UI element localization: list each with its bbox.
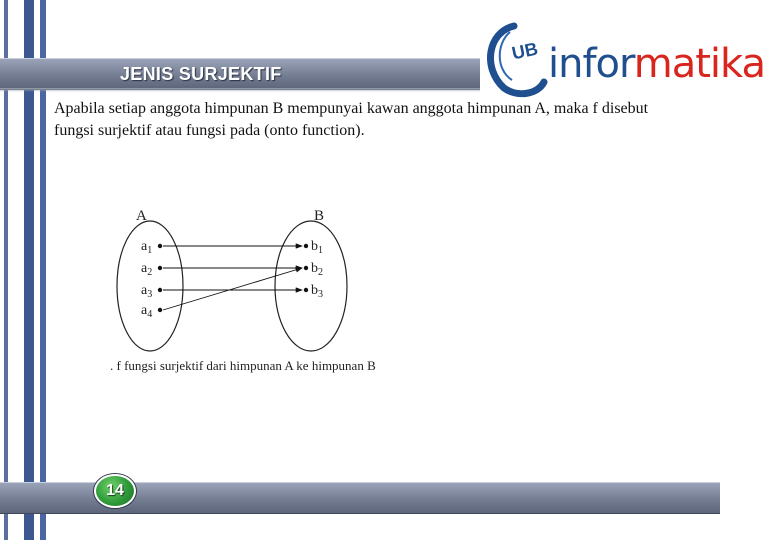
domain-element-label: $a_3$	[141, 283, 153, 300]
logo-text	[548, 40, 765, 88]
domain-point	[158, 244, 162, 248]
domain-element-label: $a_2$	[141, 261, 153, 278]
logo-text-matika: matika	[633, 41, 765, 87]
definition-text: Apabila setiap anggota himpunan B mempunyai kawan anggota himpunan A, maka f disebut fungsi surjektif atau fungsi pada (onto function).	[54, 100, 649, 139]
logo-mark: UB	[510, 38, 540, 64]
mapping-arrow	[163, 268, 302, 310]
codomain-point	[304, 288, 308, 292]
domain-element-label: $a_4$	[141, 303, 153, 320]
title-band-shadow	[0, 88, 480, 92]
domain-point	[158, 308, 162, 312]
mapping-diagram	[100, 198, 460, 384]
set-a-label: A	[136, 208, 147, 224]
domain-point	[158, 266, 162, 270]
codomain-point	[304, 266, 308, 270]
logo-text-infor: infor	[548, 41, 634, 87]
domain-element-label: $a_1$	[141, 239, 153, 256]
codomain-element-label: $b_3$	[311, 283, 323, 300]
page-number-badge: 14	[94, 474, 136, 508]
domain-point	[158, 288, 162, 292]
codomain-element-label: $b_1$	[311, 239, 323, 256]
slide-title: JENIS SURJEKTIF	[120, 64, 282, 84]
codomain-element-label: $b_2$	[311, 261, 323, 278]
set-b-label: B	[314, 208, 325, 224]
set-a-ellipse	[117, 221, 183, 351]
codomain-point	[304, 244, 308, 248]
diagram-caption: . f fungsi surjektif dari himpunan A ke himpunan B	[110, 358, 376, 373]
